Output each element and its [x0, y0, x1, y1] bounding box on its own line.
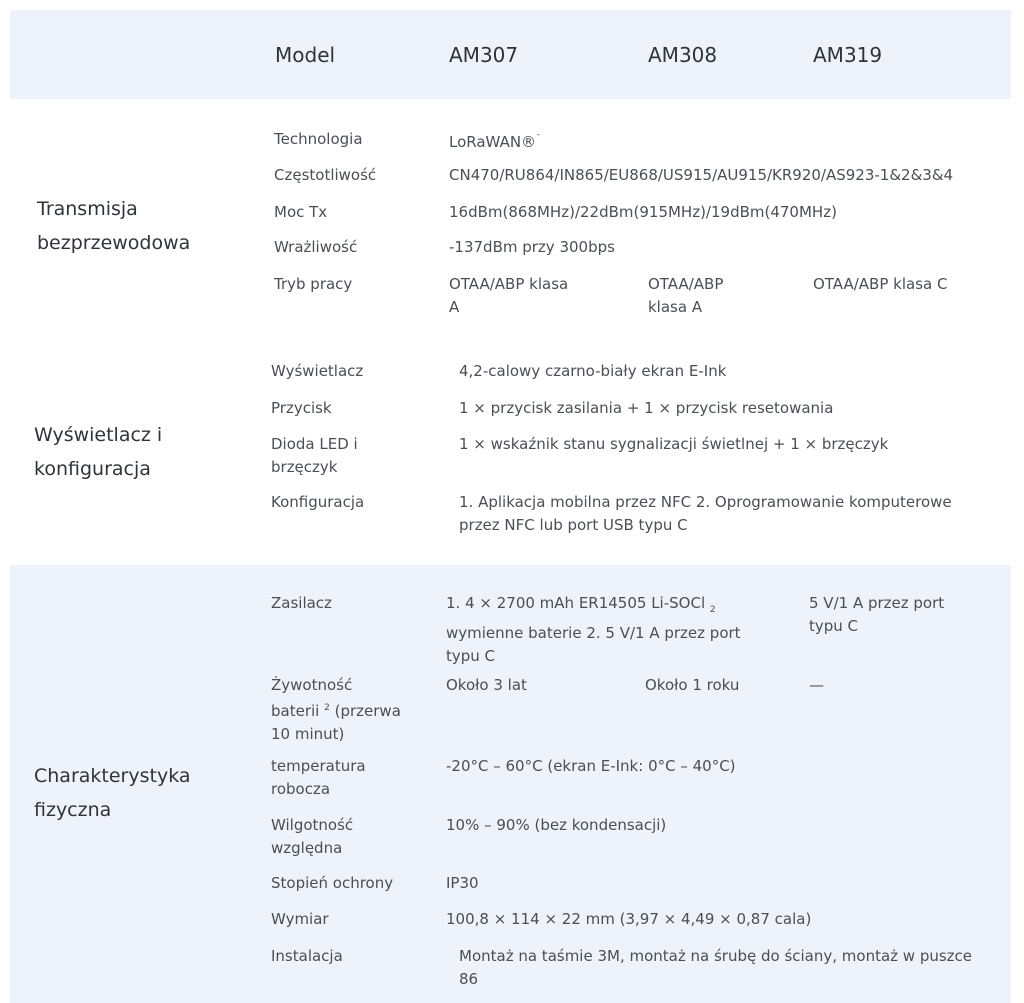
power-supply-am307-am308: [446, 592, 741, 668]
section-title-line: Transmisja: [37, 198, 138, 220]
label-line: Wilgotność: [271, 816, 354, 834]
section-title-physical: [34, 759, 191, 827]
section-title-display: [34, 418, 162, 486]
led-buzzer-value: 1 × wskaźnik stanu sygnalizacji świetlnej + 1 × brzęczyk: [459, 435, 889, 453]
power-supply-am319: [809, 592, 944, 638]
sensitivity-label: Wrażliwość: [274, 238, 358, 256]
configuration-label: Konfiguracja: [271, 493, 365, 511]
label-line: temperatura: [271, 757, 366, 775]
ip-rating-value: IP30: [446, 874, 479, 892]
dimensions-value: 100,8 × 114 × 22 mm (3,97 × 4,49 × 0,87 cala): [446, 910, 812, 928]
label-text: (przerwa: [329, 702, 401, 720]
value-line: wymienne baterie 2. 5 V/1 A przez port: [446, 624, 741, 642]
label-line: brzęczyk: [271, 458, 338, 476]
led-buzzer-label: [271, 433, 358, 479]
value-line: typu C: [809, 617, 859, 635]
section-title-line: fizyczna: [34, 799, 112, 821]
label-line: 10 minut): [271, 725, 345, 743]
installation-value: [459, 945, 972, 991]
power-supply-label: Zasilacz: [271, 594, 332, 612]
frequency-label: Częstotliwość: [274, 166, 377, 184]
tx-power-value: 16dBm(868MHz)/22dBm(915MHz)/19dBm(470MHz): [449, 203, 837, 221]
model-header-label: Model: [275, 43, 336, 67]
operating-temp-value: -20°C – 60°C (ekran E-Ink: 0°C – 40°C): [446, 757, 736, 775]
sensitivity-value: -137dBm przy 300bps: [449, 238, 615, 256]
value-line: 86: [459, 970, 479, 988]
section-title-line: Charakterystyka: [34, 765, 191, 787]
battery-life-am308: Około 1 roku: [645, 676, 740, 694]
section-title-wireless: [37, 192, 190, 260]
technology-text: LoRaWAN®: [449, 133, 537, 151]
model-am308-header: AM308: [648, 43, 718, 67]
value-line: typu C: [446, 647, 496, 665]
frequency-value: CN470/RU864/IN865/EU868/US915/AU915/KR920/AS923-1&2&3&4: [449, 166, 954, 184]
value-line: Montaż na taśmie 3M, montaż na śrubę do ściany, montaż w puszce: [459, 947, 973, 965]
technology-label: Technologia: [274, 130, 363, 148]
section-title-line: Wyświetlacz i: [34, 424, 163, 446]
value-line: 1. Aplikacja mobilna przez NFC 2. Oprogramowanie komputerowe: [459, 493, 952, 511]
button-value: 1 × przycisk zasilania + 1 × przycisk resetowania: [459, 399, 834, 417]
battery-life-am307: Około 3 lat: [446, 676, 527, 694]
section-title-line: konfiguracja: [34, 458, 151, 480]
model-am319-header: AM319: [813, 43, 883, 67]
technology-value: [449, 128, 541, 154]
value-line: klasa A: [648, 298, 703, 316]
humidity-label: [271, 814, 353, 860]
label-line: [271, 697, 401, 723]
label-line: Żywotność: [271, 676, 353, 694]
value-text: 1. 4 × 2700 mAh ER14505 Li-SOCl: [446, 594, 706, 612]
ip-rating-label: Stopień ochrony: [271, 874, 394, 892]
dimensions-label: Wymiar: [271, 910, 329, 928]
work-mode-am319: OTAA/ABP klasa C: [813, 275, 948, 293]
value-line: OTAA/ABP: [648, 275, 724, 293]
battery-life-am319: —: [809, 676, 824, 694]
screen-value: 4,2-calowy czarno-biały ekran E-Ink: [459, 362, 727, 380]
technology-mark: ¯: [536, 134, 541, 144]
humidity-value: 10% – 90% (bez kondensacji): [446, 816, 667, 834]
tx-power-label: Moc Tx: [274, 203, 328, 221]
section-title-line: bezprzewodowa: [37, 232, 191, 254]
model-am307-header: AM307: [449, 43, 519, 67]
configuration-value: [459, 491, 952, 537]
battery-life-label: [271, 674, 401, 746]
operating-temp-label: [271, 755, 366, 801]
screen-label: Wyświetlacz: [271, 362, 364, 380]
installation-label: Instalacja: [271, 947, 343, 965]
subscript: 2: [709, 605, 716, 615]
button-label: Przycisk: [271, 399, 332, 417]
label-text: baterii: [271, 702, 320, 720]
footnote-mark: 2: [324, 703, 330, 713]
work-mode-am308: [648, 273, 723, 319]
work-mode-am307: [449, 273, 568, 319]
label-line: robocza: [271, 780, 331, 798]
label-line: Dioda LED i: [271, 435, 358, 453]
value-line: A: [449, 298, 460, 316]
work-mode-label: Tryb pracy: [274, 275, 353, 293]
value-line: przez NFC lub port USB typu C: [459, 516, 688, 534]
label-line: względna: [271, 839, 343, 857]
value-line: OTAA/ABP klasa: [449, 275, 569, 293]
value-line: 5 V/1 A przez port: [809, 594, 945, 612]
value-line: [446, 592, 741, 622]
